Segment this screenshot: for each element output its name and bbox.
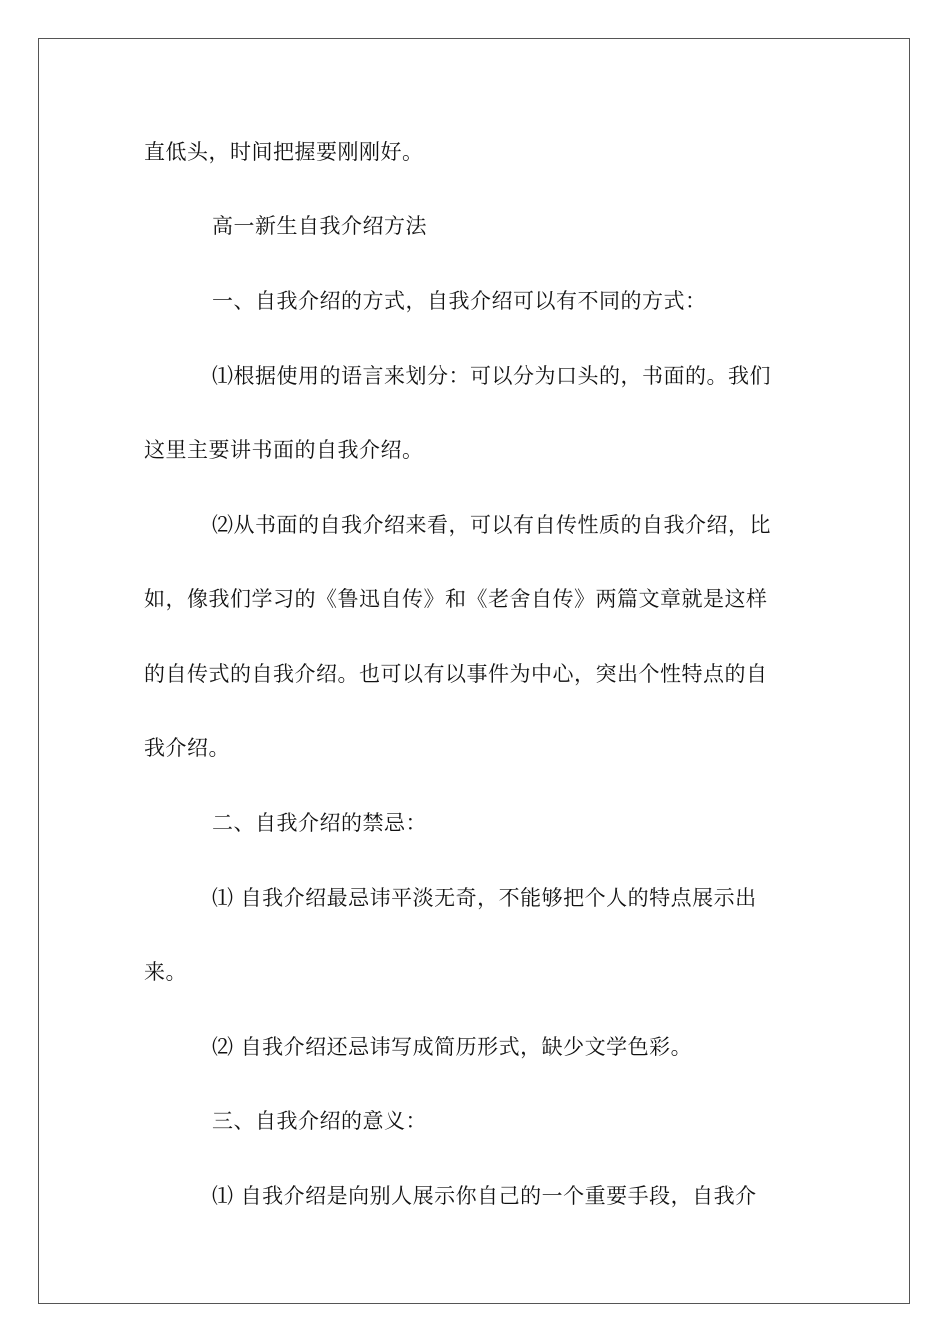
text-line: 来。 xyxy=(144,960,187,984)
heading-significance: 三、自我介绍的意义： xyxy=(212,1109,427,1133)
text-line: 我介绍。 xyxy=(144,736,230,760)
text-line: ⑵ 自我介绍还忌讳写成简历形式，缺少文学色彩。 xyxy=(212,1035,693,1059)
text-line: ⑵从书面的自我介绍来看，可以有自传性质的自我介绍，比 xyxy=(212,513,771,537)
section-title: 高一新生自我介绍方法 xyxy=(212,214,427,238)
text-line: 的自传式的自我介绍。也可以有以事件为中心，突出个性特点的自 xyxy=(144,662,768,686)
text-line: ⑴根据使用的语言来划分：可以分为口头的，书面的。我们 xyxy=(212,364,771,388)
text-line: ⑴ 自我介绍最忌讳平淡无奇，不能够把个人的特点展示出 xyxy=(212,886,757,910)
text-line: 这里主要讲书面的自我介绍。 xyxy=(144,438,424,462)
heading-methods: 一、自我介绍的方式，自我介绍可以有不同的方式： xyxy=(212,289,707,313)
text-line: 如，像我们学习的《鲁迅自传》和《老舍自传》两篇文章就是这样 xyxy=(144,587,768,611)
heading-taboos: 二、自我介绍的禁忌： xyxy=(212,811,427,835)
text-line: 直低头，时间把握要刚刚好。 xyxy=(144,140,424,164)
text-line: ⑴ 自我介绍是向别人展示你自己的一个重要手段，自我介 xyxy=(212,1184,757,1208)
